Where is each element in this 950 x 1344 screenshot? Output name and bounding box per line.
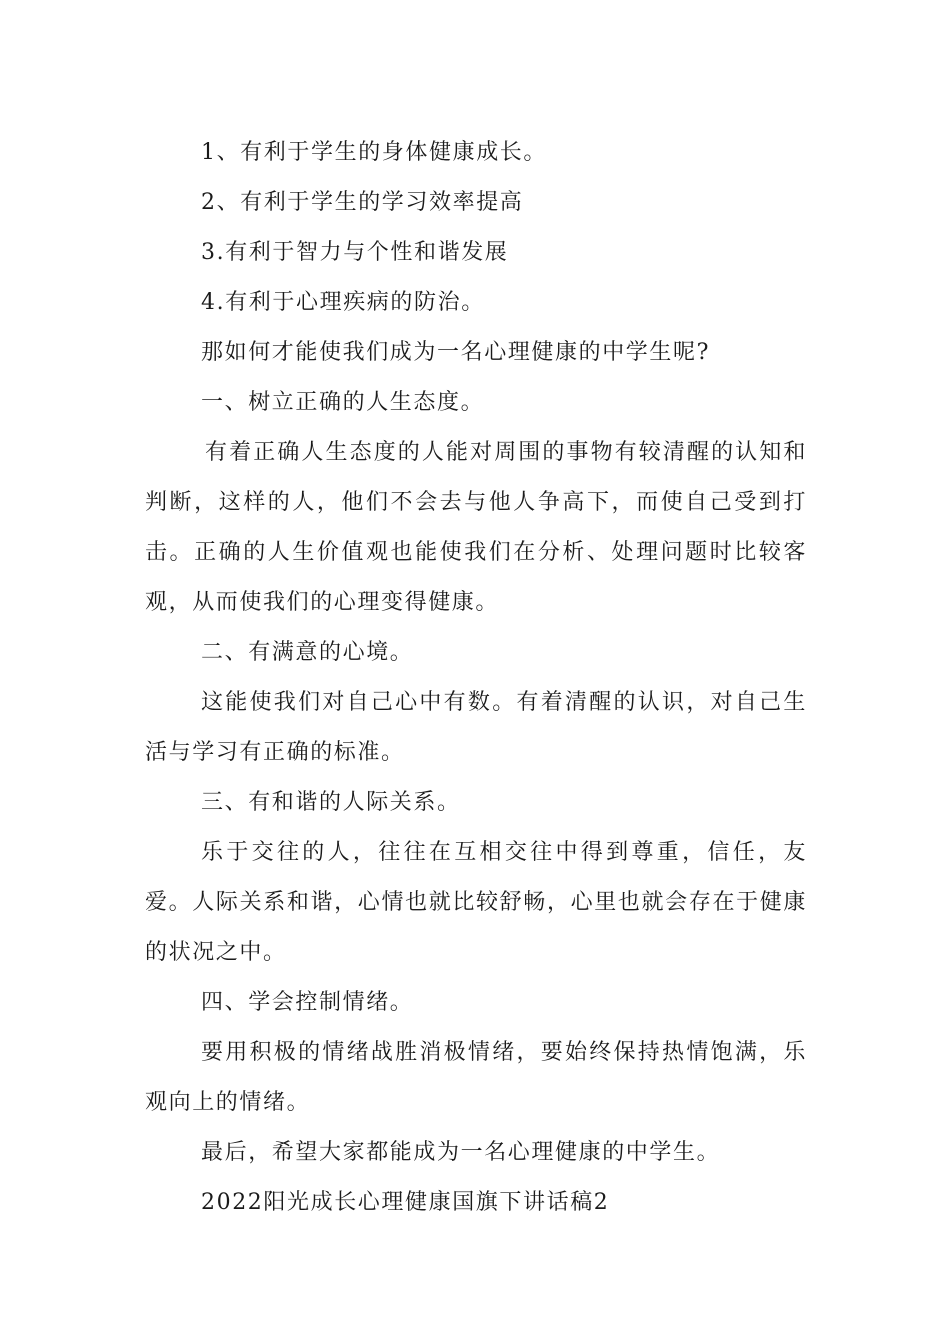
section-paragraph-2: 这能使我们对自己心中有数。有着清醒的认识，对自己生活与学习有正确的标准。 <box>145 690 807 765</box>
section-paragraph-3: 乐于交往的人，往往在互相交往中得到尊重，信任，友爱。人际关系和谐，心情也就比较舒畅，心里也就会存在于健康的状况之中。 <box>145 840 807 965</box>
benefit-item-3: 3.有利于智力与个性和谐发展 <box>201 240 509 265</box>
section-paragraph-1: 有着正确人生态度的人能对周围的事物有较清醒的认知和判断，这样的人，他们不会去与他人争高下，而使自己受到打击。正确的人生价值观也能使我们在分析、处理问题时比较客观，从而使我们的心理变得健康。 <box>145 440 807 615</box>
closing-line: 最后，希望大家都能成为一名心理健康的中学生。 <box>201 1140 721 1165</box>
section-heading-3: 三、有和谐的人际关系。 <box>201 790 461 815</box>
section-heading-4: 四、学会控制情绪。 <box>201 990 414 1015</box>
benefit-item-1: 1、有利于学生的身体健康成长。 <box>201 140 547 165</box>
next-speech-title: 2022阳光成长心理健康国旗下讲话稿2 <box>201 1190 610 1215</box>
question-line: 那如何才能使我们成为一名心理健康的中学生呢? <box>201 340 710 365</box>
benefit-item-2: 2、有利于学生的学习效率提高 <box>201 190 524 215</box>
section-heading-1: 一、树立正确的人生态度。 <box>201 390 485 415</box>
section-paragraph-4: 要用积极的情绪战胜消极情绪，要始终保持热情饱满，乐观向上的情绪。 <box>145 1040 807 1115</box>
benefit-item-4: 4.有利于心理疾病的防治。 <box>201 290 485 315</box>
document-body <box>145 128 807 1228</box>
section-heading-2: 二、有满意的心境。 <box>201 640 414 665</box>
